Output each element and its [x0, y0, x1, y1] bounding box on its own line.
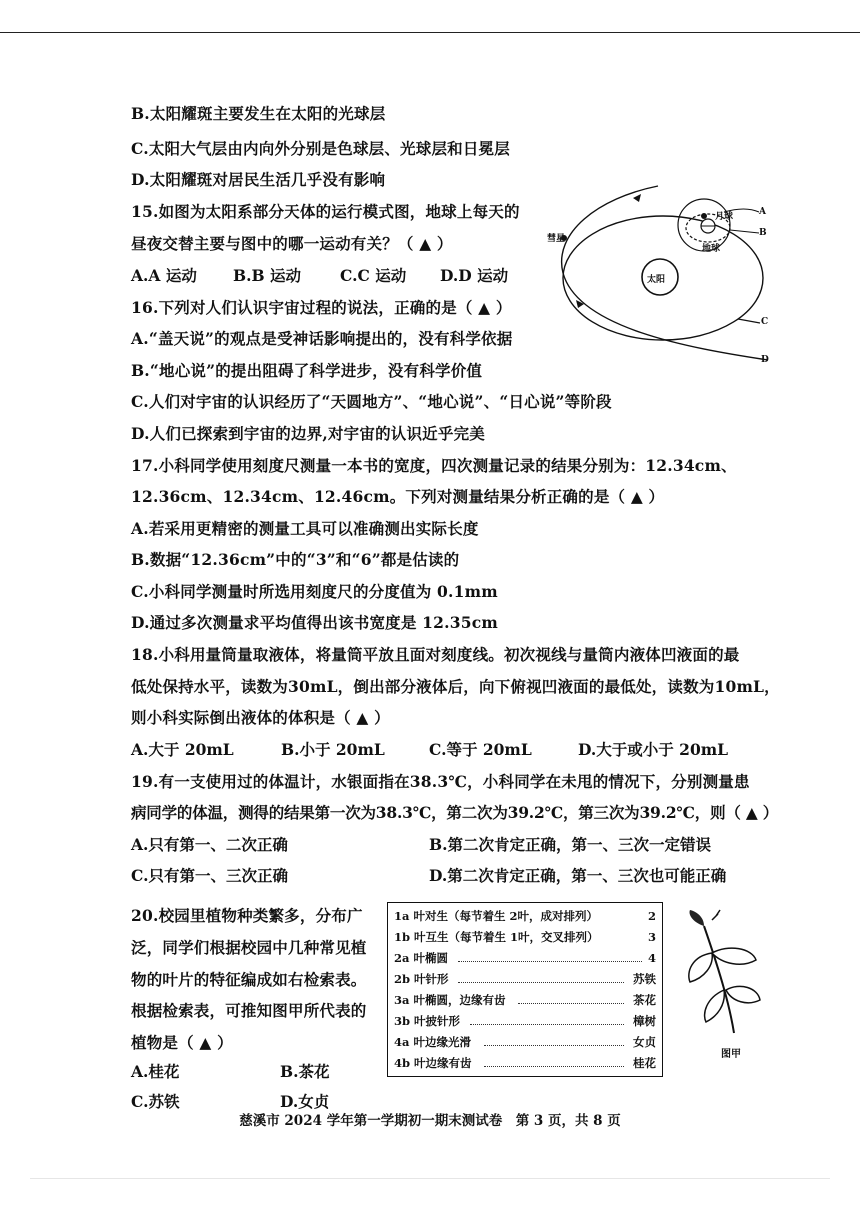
orbit-b-label: B — [759, 228, 767, 238]
q18-stem-line3: 则小科实际倒出液体的体积是（ ▲ ） — [131, 708, 390, 727]
bottom-rule — [30, 1178, 830, 1179]
key-leader-dots — [470, 1024, 624, 1025]
q17-option-d: D.通过多次测量求平均值得出该书宽度是 12.35cm — [131, 613, 498, 632]
q14-option-c: C.太阳大气层由内向外分别是色球层、光球层和日冕层 — [131, 139, 510, 158]
top-rule — [0, 32, 860, 33]
q16-option-a: A.“盖天说”的观点是受神话影响提出的，没有科学依据 — [131, 329, 513, 348]
q20-stem-line2: 泛，同学们根据校园中几种常见植 — [131, 938, 367, 957]
q17-option-b: B.数据“12.36cm”中的“3”和“6”都是估读的 — [131, 550, 460, 569]
q20-option-c: C.苏铁 — [131, 1092, 180, 1111]
q15-option-d: D.D 运动 — [440, 266, 509, 285]
q18-option-d: D.大于或小于 20mL — [578, 740, 729, 759]
q20-stem-line3: 物的叶片的特征编成如右检索表。 — [131, 970, 367, 989]
q16-option-b: B.“地心说”的提出阻碍了科学进步，没有科学价值 — [131, 361, 483, 380]
key-row-4a: 4a 叶边缘光滑 — [394, 1035, 471, 1049]
key-answer-2a: 4 — [647, 951, 656, 965]
q16-option-d: D.人们已探索到宇宙的边界,对宇宙的认识近乎完美 — [131, 424, 485, 443]
q15-option-b: B.B 运动 — [233, 266, 301, 285]
orbit-a-label: A — [759, 207, 766, 217]
comet-label: 彗星 — [547, 234, 566, 244]
page-footer: 慈溪市 2024 学年第一学期初一期末测试卷 第 3 页，共 8 页 — [239, 1113, 621, 1129]
key-row-4b: 4b 叶边缘有齿 — [394, 1056, 472, 1070]
q14-option-d: D.太阳耀斑对居民生活几乎没有影响 — [131, 170, 386, 189]
q18-stem-line1: 18.小科用量筒量取液体，将量筒平放且面对刻度线。初次视线与量筒内液体凹液面的最 — [131, 645, 740, 664]
key-row-1a: 1a 叶对生（每节着生 2叶，成对排列） — [394, 909, 598, 923]
q14-option-b: B.太阳耀斑主要发生在太阳的光球层 — [131, 104, 386, 123]
q19-stem-line2: 病同学的体温，测得的结果第一次为38.3℃，第二次为39.2℃，第三次为39.2℃，则（ ▲ ） — [131, 803, 779, 822]
key-leader-dots — [458, 961, 642, 962]
plant-leaf-figure — [682, 908, 762, 1038]
key-answer-2b: 苏铁 — [633, 972, 656, 986]
key-answer-4b: 桂花 — [633, 1056, 656, 1070]
q19-option-d: D.第二次肯定正确，第一、三次也可能正确 — [429, 866, 727, 885]
sun-label: 太阳 — [647, 275, 666, 285]
key-row-2a: 2a 叶椭圆 — [394, 951, 448, 965]
key-answer-3a: 茶花 — [633, 993, 656, 1007]
q16-option-c: C.人们对宇宙的认识经历了“天圆地方”、“地心说”、“日心说”等阶段 — [131, 392, 612, 411]
key-row-3b: 3b 叶披针形 — [394, 1014, 461, 1028]
q19-stem-line1: 19.有一支使用过的体温计，水银面指在38.3℃，小科同学在未甩的情况下，分别测量患 — [131, 772, 750, 791]
q20-stem-line4: 根据检索表，可推知图甲所代表的 — [131, 1001, 367, 1020]
q19-option-c: C.只有第一、三次正确 — [131, 866, 288, 885]
earth-label: 地球 — [702, 244, 721, 254]
q17-stem-line2: 12.36cm、12.34cm、12.46cm。下列对测量结果分析正确的是（ ▲ ） — [131, 487, 665, 506]
q17-stem-line1: 17.小科同学使用刻度尺测量一本书的宽度，四次测量记录的结果分别为：12.34cm、 — [131, 456, 737, 475]
key-row-3a: 3a 叶椭圆，边缘有齿 — [394, 993, 506, 1007]
q20-option-a: A.桂花 — [131, 1062, 180, 1081]
q15-option-a: A.A 运动 — [131, 266, 197, 285]
q18-option-a: A.大于 20mL — [131, 740, 234, 759]
key-answer-4a: 女贞 — [633, 1035, 656, 1049]
q15-stem-line1: 15.如图为太阳系部分天体的运行模式图，地球上每天的 — [131, 202, 520, 221]
q15-option-c: C.C 运动 — [340, 266, 407, 285]
key-answer-3b: 樟树 — [633, 1014, 656, 1028]
key-leader-dots — [518, 1003, 624, 1004]
q20-option-d: D.女贞 — [280, 1092, 330, 1111]
key-row-1b: 1b 叶互生（每节着生 1叶，交叉排列） — [394, 930, 599, 944]
key-row-2b: 2b 叶针形 — [394, 972, 449, 986]
q19-option-b: B.第二次肯定正确，第一、三次一定错误 — [429, 835, 711, 854]
q20-option-b: B.茶花 — [280, 1062, 330, 1081]
key-leader-dots — [484, 1045, 624, 1046]
q18-option-b: B.小于 20mL — [281, 740, 385, 759]
q17-option-a: A.若采用更精密的测量工具可以准确测出实际长度 — [131, 519, 479, 538]
key-leader-dots — [458, 982, 624, 983]
q20-stem-line1: 20.校园里植物种类繁多，分布广 — [131, 906, 363, 925]
orbit-d-label: D — [761, 355, 769, 365]
q18-option-c: C.等于 20mL — [429, 740, 532, 759]
q15-stem-line2: 昼夜交替主要与图中的哪一运动有关？（ ▲ ） — [131, 234, 453, 253]
figure-jia-caption: 图甲 — [721, 1049, 741, 1060]
dichotomous-key-table — [387, 902, 663, 1077]
orbit-c-label: C — [761, 317, 769, 327]
key-answer-1b: 3 — [647, 930, 656, 944]
q17-option-c: C.小科同学测量时所选用刻度尺的分度值为 0.1mm — [131, 582, 498, 601]
q19-option-a: A.只有第一、二次正确 — [131, 835, 288, 854]
moon-label: 月球 — [715, 212, 734, 222]
key-answer-1a: 2 — [647, 909, 656, 923]
key-leader-dots — [484, 1066, 624, 1067]
q18-stem-line2: 低处保持水平，读数为30mL，倒出部分液体后，向下俯视凹液面的最低处，读数为10mL， — [131, 677, 780, 696]
q20-stem-line5: 植物是（ ▲ ） — [131, 1033, 233, 1052]
q16-stem: 16.下列对人们认识宇宙过程的说法，正确的是（ ▲ ） — [131, 298, 512, 317]
